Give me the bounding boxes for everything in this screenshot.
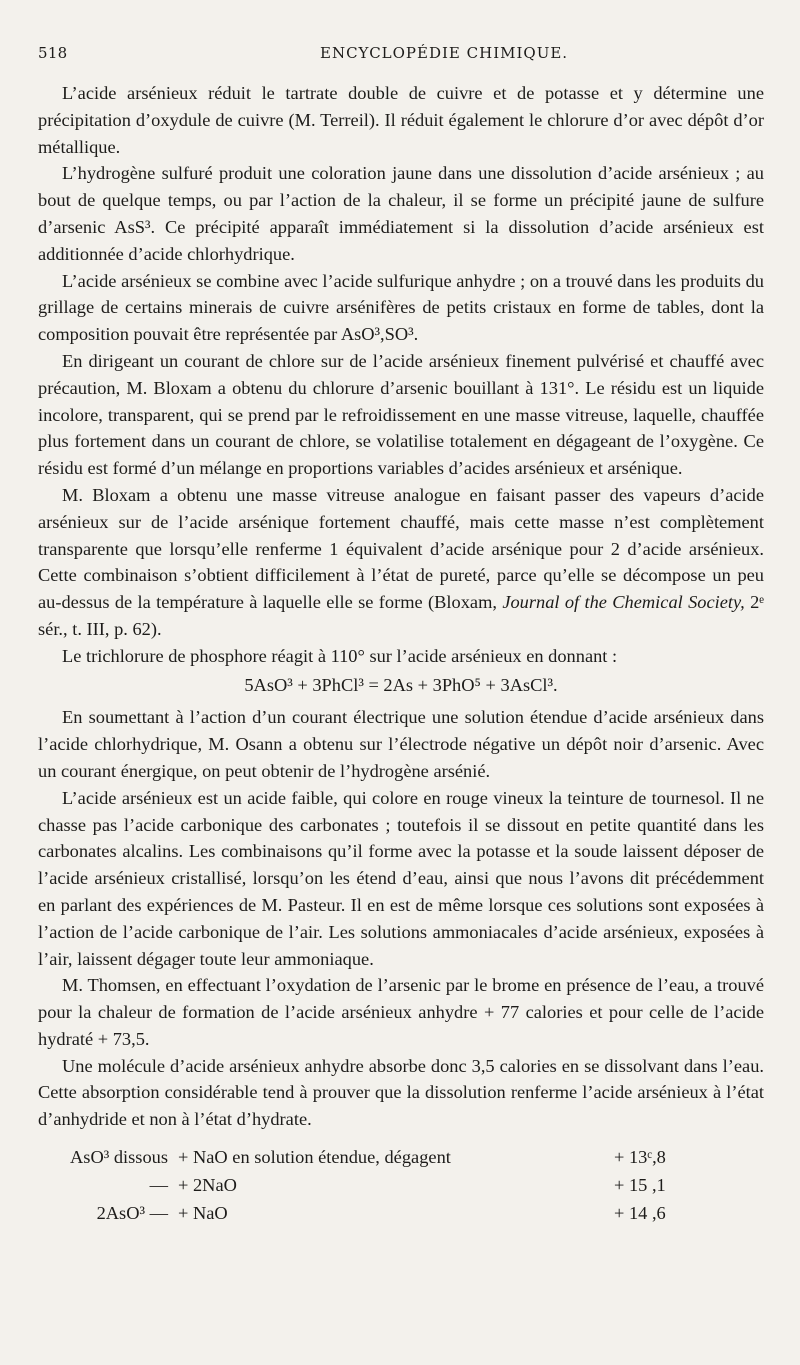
paragraph: L’hydrogène sulfuré produit une coloration jaune dans une dissolution d’acide arsénieux ; au bout de quelque temps, ou par l’action de la chaleur, il se forme un précipité jaune de sulfure d’arsenic AsS³. Ce précipité apparaît immédiatement si la dissolution d’acide arsénieux est additionnée d’acide chlorhydrique. (38, 163, 764, 264)
paragraph-bloxam (38, 482, 764, 643)
running-head: ENCYCLOPÉDIE CHIMIQUE. (320, 44, 569, 62)
body-text (38, 80, 764, 1133)
heat-table-row (38, 1199, 764, 1227)
paragraph: L’acide arsénieux est un acide faible, qui colore en rouge vineux la teinture de tournesol. Il ne chasse pas l’acide carbonique des carbonates ; toutefois il se dissout en petite quantité dans les carbonates alcalins. Les combinaisons qu’il forme avec la potasse et la soude laissent déposer de l’acide arsénieux cristallisé, lorsqu’on les étend d’eau, ainsi que nous l’avons dit précédemment en parlant des expériences de M. Pasteur. Il en est de même lorsque ces solutions sont exposées à l’action de l’acide carbonique de l’air. Les solutions ammoniacales d’acide arsénieux, exposées à l’air, laissent dégager toute leur ammoniaque. (38, 787, 764, 969)
heat-value: + 14 ,6 (614, 1203, 666, 1224)
reactant: — (149, 1175, 168, 1196)
reagent: + 2NaO (178, 1175, 237, 1196)
reactant: 2AsO³ — (96, 1203, 168, 1224)
page-number: 518 (38, 44, 68, 62)
citation-details: 2ᵉ sér., t. III, p. 62). (38, 592, 765, 639)
heat-value: + 13ᶜ,8 (614, 1147, 666, 1168)
paragraph: L’acide arsénieux réduit le tartrate double de cuivre et de potasse et y détermine une précipitation d’oxydule de cuivre (M. Terreil). Il réduit également le chlorure d’or avec dépôt d’or métallique. (38, 83, 764, 157)
heat-value: + 15 ,1 (614, 1175, 666, 1196)
journal-title: Journal of the Chemical Society, (502, 592, 745, 613)
heat-table-row (38, 1171, 764, 1199)
reactant: AsO³ dissous (70, 1147, 168, 1168)
paragraph: M. Thomsen, en effectuant l’oxydation de l’arsenic par le brome en présence de l’eau, a trouvé pour la chaleur de formation de l’acide arsénieux anhydre + 77 calories et pour celle de l’acide hydraté + 73,5. (38, 975, 764, 1049)
paragraph-text: M. Bloxam a obtenu une masse vitreuse analogue en faisant passer des vapeurs d’acide arsénieux sur de l’acide arsénique fortement chauffé, mais cette masse n’est complètement transparente que lorsqu’elle renferme 1 équivalent d’acide arsénique pour 2 d’acide arsénieux. Cette combinaison s’obtient difficilement à l’état de pureté, parce qu’elle se décompose un peu au-dessus de la température à laquelle elle se forme (Bloxam, (38, 484, 764, 613)
heat-table-row (38, 1143, 764, 1171)
heat-table (38, 1143, 764, 1227)
paragraph: Une molécule d’acide arsénieux anhydre absorbe donc 3,5 calories en se dissolvant dans l’eau. Cette absorption considérable tend à prouver que la dissolution renferme l’acide arsénieux à l’état d’anhydride et non à l’état d’hydrate. (38, 1055, 764, 1130)
page-header (38, 44, 764, 72)
paragraph: L’acide arsénieux se combine avec l’acide sulfurique anhydre ; on a trouvé dans les produits du grillage de certains minerais de cuivre arsénifères de petits cristaux en forme de tables, dont la composition pouvait être représentée par AsO³,SO³. (38, 270, 764, 345)
reagent: + NaO (178, 1203, 228, 1224)
chemical-equation: 5AsO³ + 3PhCl³ = 2As + 3PhO⁵ + 3AsCl³. (244, 674, 558, 695)
paragraph: En soumettant à l’action d’un courant électrique une solution étendue d’acide arsénieux dans l’acide chlorhydrique, M. Osann a obtenu sur l’électrode négative un dépôt noir d’arsenic. Avec un courant énergique, on peut obtenir de l’hydrogène arsénié. (38, 707, 764, 781)
paragraph: Le trichlorure de phosphore réagit à 110° sur l’acide arsénieux en donnant : (62, 645, 618, 666)
reagent: + NaO en solution étendue, dégagent (178, 1147, 451, 1168)
paragraph: En dirigeant un courant de chlore sur de l’acide arsénieux finement pulvérisé et chauffé avec précaution, M. Bloxam a obtenu du chlorure d’arsenic bouillant à 131°. Le résidu est un liquide incolore, transparent, qui se prend par le refroidissement en une masse vitreuse, laquelle, chauffée plus fortement dans un courant de chlore, se volatilise totalement en dégageant de l’oxygène. Ce résidu est formé d’un mélange en proportions variables d’acides arsénieux et arsénique. (38, 350, 764, 479)
